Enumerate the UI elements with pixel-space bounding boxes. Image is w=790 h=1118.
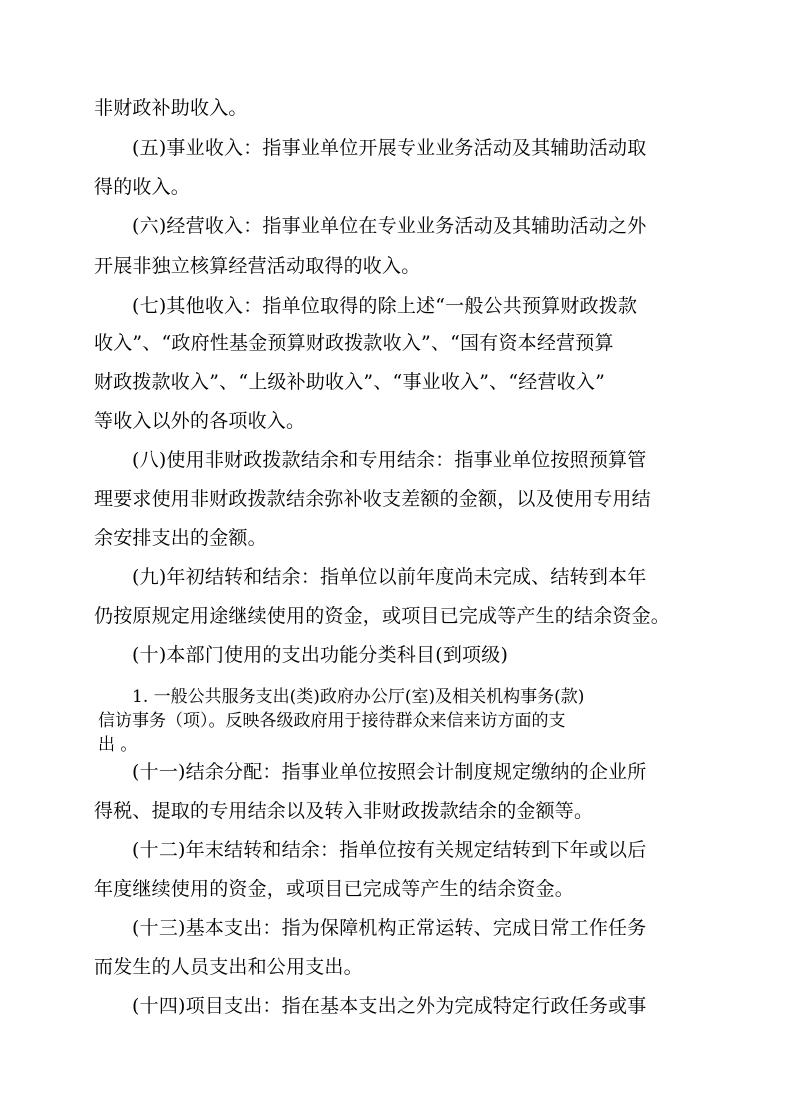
text-line: 而发生的人员支出和公用支出。 bbox=[94, 956, 363, 978]
paragraph-heading-line: (十四)项目支出：指在基本支出之外为完成特定行政任务或事 bbox=[132, 995, 647, 1017]
paragraph-heading-line: (十一)结余分配：指事业单位按照会计制度规定缴纳的企业所 bbox=[132, 761, 647, 783]
section-heading-line: (十)本部门使用的支出功能分类科目(到项级) bbox=[132, 644, 509, 666]
text-line: 余安排支出的金额。 bbox=[94, 527, 267, 549]
paragraph-heading-line: (九)年初结转和结余：指单位以前年度尚未完成、结转到本年 bbox=[132, 566, 647, 588]
paragraph-heading-line: (六)经营收入：指事业单位在专业业务活动及其辅助活动之外 bbox=[132, 215, 647, 237]
list-item-line: 1. 一般公共服务支出(类)政府办公厅(室)及相关机构事务(款) bbox=[132, 687, 585, 707]
text-line: 理要求使用非财政拨款结余弥补收支差额的金额，以及使用专用结 bbox=[94, 488, 651, 510]
text-line: 等收入以外的各项收入。 bbox=[94, 410, 306, 432]
list-item-line: 出 。 bbox=[98, 735, 138, 755]
text-line: 开展非独立核算经营活动取得的收入。 bbox=[94, 255, 421, 277]
paragraph-heading-line: (十二)年末结转和结余：指单位按有关规定结转到下年或以后 bbox=[132, 839, 647, 861]
text-line: 仍按原规定用途继续使用的资金，或项目已完成等产生的结余资金。 bbox=[94, 605, 671, 627]
list-item-line: 信访事务（项）。反映各级政府用于接待群众来信来访方面的支 bbox=[98, 711, 566, 731]
text-line: 非财政补助收入。 bbox=[94, 97, 248, 119]
text-line: 收入”、“政府性基金预算财政拨款收入”、“国有资本经营预算 bbox=[94, 332, 614, 354]
text-line: 得的收入。 bbox=[94, 176, 191, 198]
text-line: 年度继续使用的资金，或项目已完成等产生的结余资金。 bbox=[94, 878, 575, 900]
paragraph-heading-line: (七)其他收入：指单位取得的除上述“一般公共预算财政拨款 bbox=[132, 295, 638, 317]
paragraph-heading-line: (五)事业收入：指事业单位开展专业业务活动及其辅助活动取 bbox=[132, 137, 647, 159]
text-line: 得税、提取的专用结余以及转入非财政拨款结余的金额等。 bbox=[94, 800, 594, 822]
paragraph-heading-line: (十三)基本支出：指为保障机构正常运转、完成日常工作任务 bbox=[132, 917, 647, 939]
paragraph-heading-line: (八)使用非财政拨款结余和专用结余：指事业单位按照预算管 bbox=[132, 449, 647, 471]
text-line: 财政拨款收入”、“上级补助收入”、“事业收入”、“经营收入” bbox=[94, 371, 605, 393]
